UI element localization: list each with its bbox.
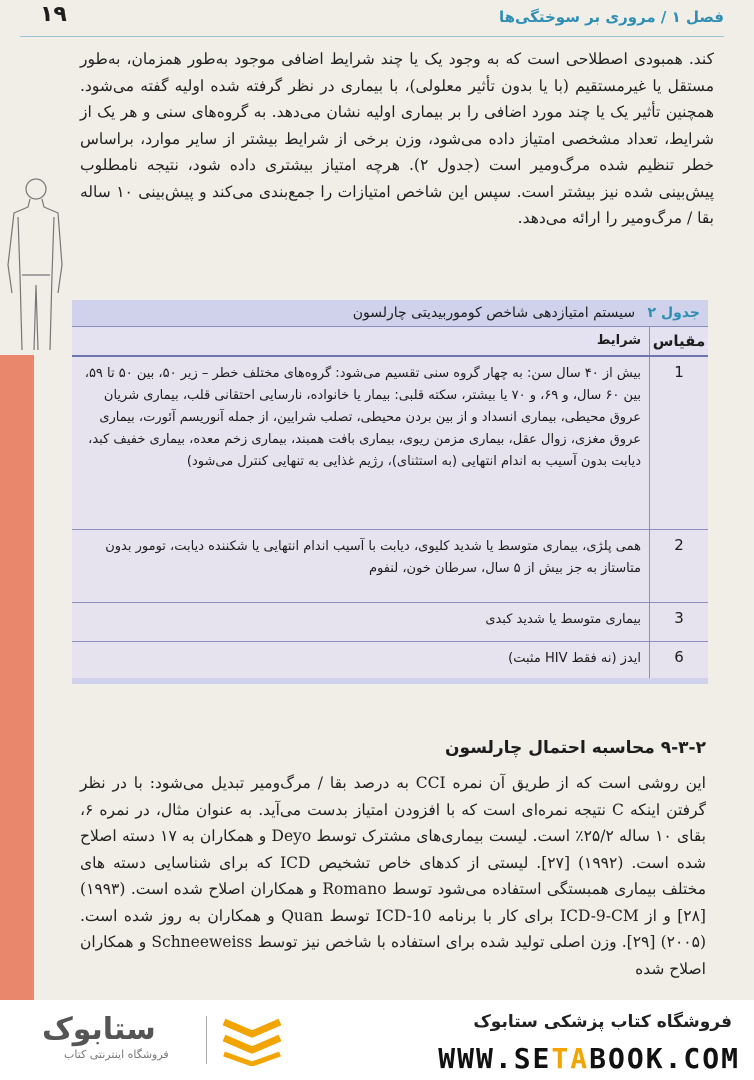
url-part-accent: TA xyxy=(551,1042,590,1075)
row-condition: بیش از ۴۰ سال سن: به چهار گروه سنی تقسیم می‌شود: گروه‌های مختلف خطر – زیر ۵۰، بین ۵۰ تا ۵۹، بین ۶۰ سال، و ۶۹، و ۷۰ یا بیشتر، سکته قلبی: بیمار یا خانواده، نارسایی احتقانی قلب، بیماری شریان عروق محیطی، بیماری انسداد و از بین بردن محیطی، تصلب شرایین، از جمله آنوریسم آئورت، بیماری عروق مغزی، زوال عقل، بیماری مزمن ریوی، بیماری بافت همبند، بیماری زخم معده، بیماری خفیف کبد، دیابت بدون آسیب به اندام انتهایی (به استثنای)، رژیم غذایی به تنهایی کنترل می‌شود) xyxy=(72,357,650,529)
header-score: مقیاس xyxy=(652,332,706,350)
logo-subtitle: فروشگاه اینترنتی کتاب xyxy=(64,1048,169,1061)
header-divider xyxy=(20,36,724,37)
row-condition: بیماری متوسط یا شدید کبدی xyxy=(72,603,650,641)
side-color-tab xyxy=(0,355,34,1000)
table-row xyxy=(72,642,708,678)
store-name: فروشگاه کتاب پزشکی ستابوک xyxy=(473,1012,732,1032)
row-score: 6 xyxy=(674,648,684,666)
page-number: ۱۹ xyxy=(40,2,67,27)
store-url-link[interactable] xyxy=(438,1042,740,1075)
header-condition: شرایط xyxy=(72,327,650,355)
comorbidity-table xyxy=(72,300,708,684)
logo-divider xyxy=(206,1016,207,1064)
table-row xyxy=(72,530,708,603)
chapter-title: فصل ۱ / مروری بر سوختگی‌ها xyxy=(498,8,724,26)
row-condition: همی پلژی، بیماری متوسط یا شدید کلیوی، دیابت با آسیب اندام انتهایی یا شکننده دیابت، تومور بدون متاستاز به جز بیش از ۵ سال، سرطان خون، لنفوم xyxy=(72,530,650,602)
row-condition: ایدز (نه فقط HIV مثبت) xyxy=(72,642,650,678)
table-label: جدول ۲ xyxy=(647,305,700,321)
store-footer xyxy=(0,1000,754,1080)
human-body-icon xyxy=(0,175,66,355)
section-paragraph: این روشی است که از طریق آن نمره CCI به درصد بقا / مرگ‌ومیر تبدیل می‌شود: با در نظر گرفتن اینکه C نتیجه نمره‌ای است که با افزودن امتیاز بدست می‌آید. به عنوان مثال، در نمره ۶، بقای ۱۰ ساله ۲۵/۲٪ است. لیست بیماری‌های مشترک توسط Deyo و همکاران به ۱۷ دسته اصلاح شده است. (۱۹۹۲) [۲۷]. لیستی از کدهای خاص تشخیص ICD که برای شناسایی دسته های مختلف بیماری همبستگی استفاده می‌شود توسط Romano و همکاران اصلاح شده است. (۱۹۹۳) [۲۸] و از ICD-9-CM برای کار با برنامه ICD-10 توسط Quan و همکاران به روز شده است. (۲۰۰۵) [۲۹]. وزن اصلی تولید شده برای استفاده با شاخص نیز توسط Schneeweiss و همکاران اصلاح شده xyxy=(80,774,706,978)
table-header-row xyxy=(72,327,708,357)
url-part-1: WWW.SE xyxy=(438,1042,552,1075)
store-logo[interactable] xyxy=(20,1008,320,1072)
row-score: 2 xyxy=(674,536,684,554)
book-stack-icon xyxy=(220,1014,284,1066)
row-score: 3 xyxy=(674,609,684,627)
section-heading: ۹-۳-۲ محاسبه احتمال چارلسون xyxy=(445,738,706,758)
logo-text: ستابوک xyxy=(42,1012,156,1047)
intro-paragraph: کند. همبودی اصطلاحی است که به وجود یک یا چند شرایط اضافی موجود به‌طور همزمان، به‌طور مستقل یا غیرمستقیم (با یا بدون تأثیر معلولی)، با بیماری در نظر گرفته شده اولیه گفته می‌شود. همچنین تأثیر یک یا چند مورد اضافی را بر بیماری اولیه نشان می‌دهد. به گروه‌های سنی و هر یک از شرایط، تعداد مشخصی امتیاز داده می‌شود، وزن برخی از شرایط بیشتر از سایر موارد، براساس خطر تنظیم شده مرگ‌ومیر است (جدول ۲). هرچه امتیاز بیشتری داده شود، نتیجه نامطلوب پیش‌بینی شده نیز بیشتر است. سپس این شاخص امتیازات را جمع‌بندی می‌کند و پیش‌بینی ۱۰ ساله بقا / مرگ‌ومیر را ارائه می‌دهد. xyxy=(80,50,715,227)
url-part-2: BOOK.COM xyxy=(589,1042,740,1075)
table-caption-text: سیستم امتیازدهی شاخص کوموربیدیتی چارلسون xyxy=(352,305,636,321)
row-score: 1 xyxy=(674,363,684,381)
table-row xyxy=(72,357,708,530)
table-caption xyxy=(72,300,708,327)
table-row xyxy=(72,603,708,642)
